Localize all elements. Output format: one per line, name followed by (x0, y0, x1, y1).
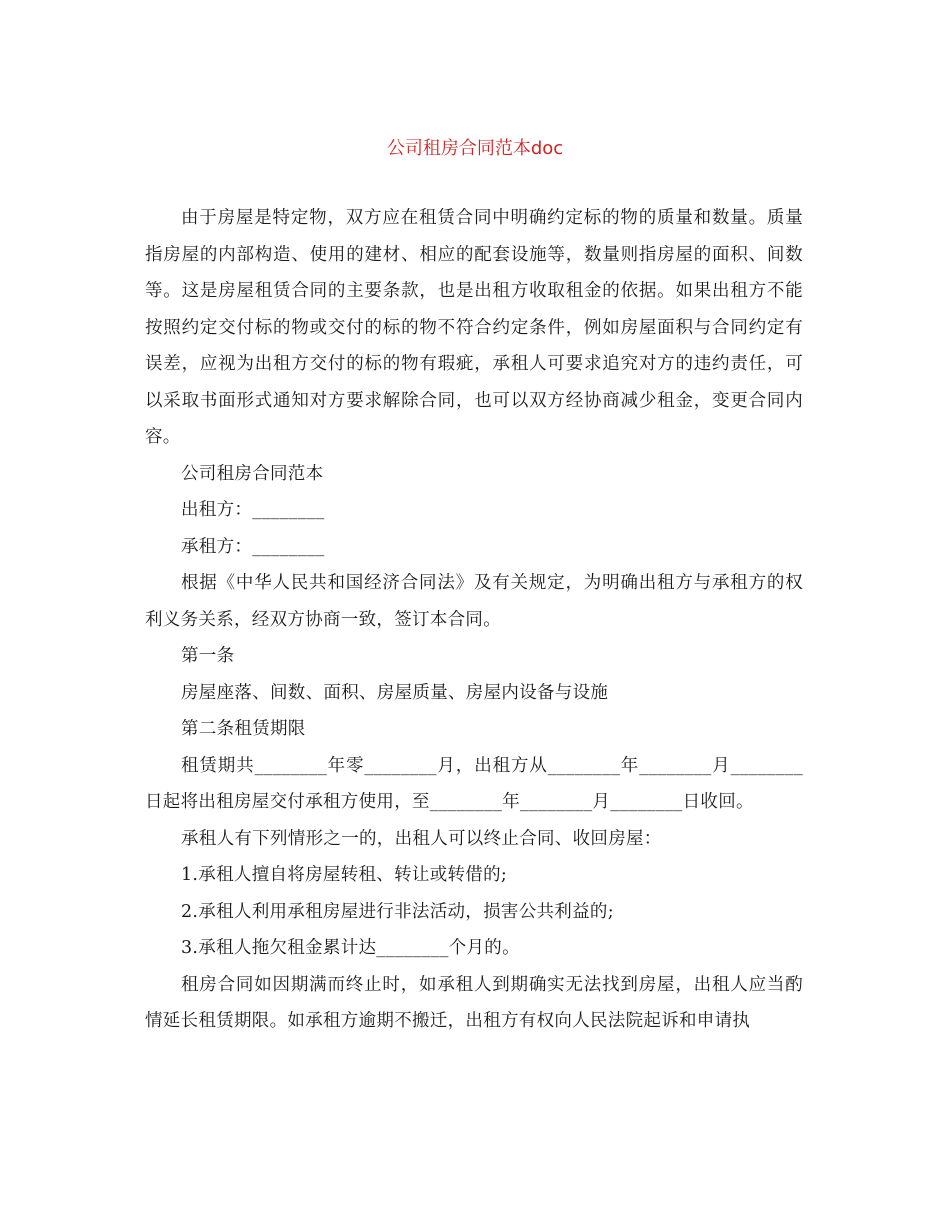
paragraph-clause-1: 1.承租人擅自将房屋转租、转让或转借的; (181, 865, 508, 885)
paragraph-clause-3: 3.承租人拖欠租金累计达________个月的。 (181, 938, 520, 958)
paragraph-expiry: 租房合同如因期满而终止时，如承租人到期确实无法找到房屋，出租人应当酌情延长租赁期限。如承租方逾期不搬迁，出租方有权向人民法院起诉和申请执 (145, 974, 803, 1031)
document-title: 公司租房合同范本doc (386, 138, 564, 159)
paragraph-heading: 公司租房合同范本 (181, 463, 324, 484)
document-body (145, 200, 803, 1040)
paragraph-article-1: 第一条 (181, 646, 235, 666)
paragraph-article-2: 第二条租赁期限 (181, 719, 306, 739)
paragraph-basis: 根据《中华人民共和国经济合同法》及有关规定，为明确出租方与承租方的权利义务关系，经双方协商一致，签订本合同。 (145, 573, 803, 630)
paragraph-term: 租赁期共________年零________月，出租方从________年________月________日起将出租房屋交付承租方使用，至________年________月________日收回。 (145, 755, 803, 812)
paragraph-lessee: 承租方：________ (181, 536, 325, 557)
paragraph-termination: 承租人有下列情形之一的，出租人可以终止合同、收回房屋： (181, 828, 662, 849)
paragraph-lessor: 出租方：________ (181, 500, 325, 520)
paragraph-clause-2: 2.承租人利用承租房屋进行非法活动，损害公共利益的; (181, 901, 614, 922)
paragraph-intro: 由于房屋是特定物，双方应在租赁合同中明确约定标的物的质量和数量。质量指房屋的内部构造、使用的建材、相应的配套设施等，数量则指房屋的面积、间数等。这是房屋租赁合同的主要条款，也是出租方收取租金的依据。如果出租方不能按照约定交付标的物或交付的标的物不符合约定条件，例如房屋面积与合同约定有误差，应视为出租方交付的标的物有瑕疵，承租人可要求追究对方的违约责任，可以采取书面形式通知对方要求解除合同，也可以双方经协商减少租金，变更合同内容。 (145, 208, 803, 447)
paragraph-premises: 房屋座落、间数、面积、房屋质量、房屋内设备与设施 (181, 682, 609, 703)
